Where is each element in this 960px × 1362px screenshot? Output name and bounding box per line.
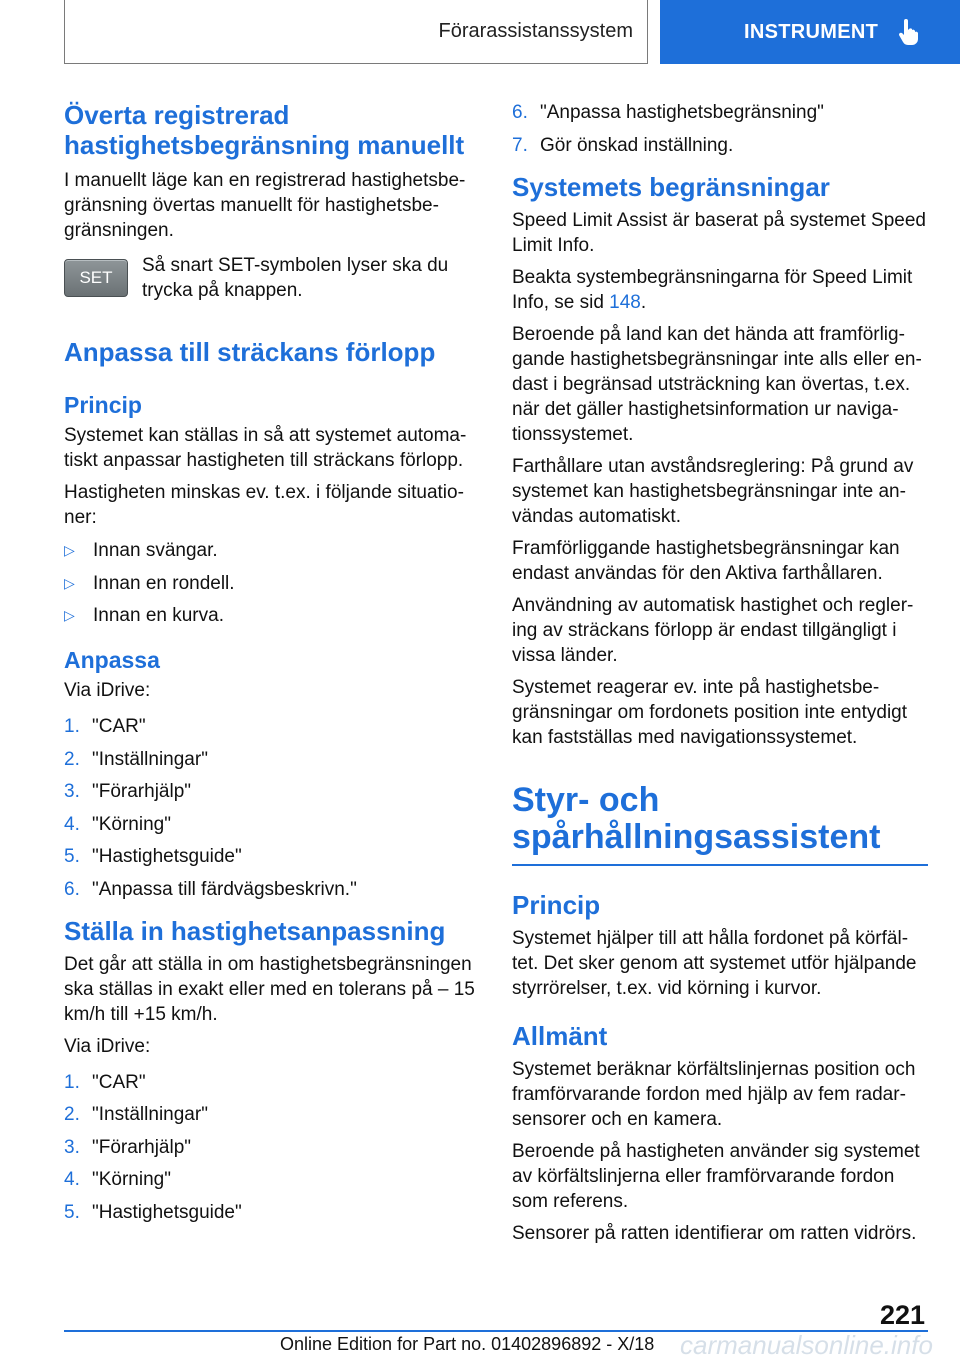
paragraph: Framförliggande hastighetsbegränsningar kan endast användas för den Aktiva farthållaren.	[512, 537, 900, 584]
steps-list-2	[64, 1070, 484, 1225]
triangle-bullet-icon: ▷	[64, 574, 75, 591]
paragraph: Systemet hjälper till att hålla fordonet på körfältet. Det sker genom att systemet utför hjälpande styrrörelser, t.ex. vid körning i kurvor.	[512, 927, 917, 999]
chapter-heading: Styr- och spårhållningsassistent	[512, 780, 881, 856]
paragraph-principle: Systemet kan ställas in så att systemet automatiskt anpassar hastigheten till sträckans förlopp.	[64, 425, 467, 471]
list-item: 6. "Anpassa till färdvägsbeskrivn."	[64, 878, 357, 900]
paragraph: Farthållare utan avståndsreglering: På grund av systemet kan hastighetsbegränsningar inte användas automatiskt.	[512, 455, 914, 527]
steps-list-1	[64, 714, 484, 902]
paragraph: Systemet beräknar körfältslinjernas position och framförvarande fordon med hjälp av fem radarsensorer och en kamera.	[512, 1058, 916, 1130]
footer-edition: Online Edition for Part no. 01402896892 - X/18	[280, 1334, 655, 1354]
list-item: 7. Gör önskad inställning.	[512, 134, 734, 156]
triangle-bullet-icon: ▷	[64, 542, 75, 558]
paragraph-set: Det går att ställa in om hastighetsbegränsningen ska ställas in exakt eller med en tolerans på – 15 km/h till +15 km/h.	[64, 953, 475, 1025]
steps-list-3	[512, 100, 928, 158]
watermark: carmanualsonline.info	[680, 1330, 933, 1360]
bullet-list	[64, 538, 484, 628]
subheading-general: Allmänt	[512, 1020, 608, 1051]
heading-set-adaptation: Ställa in hastighetsanpassning	[64, 915, 446, 946]
list-item: ▷ Innan en kurva.	[64, 605, 224, 626]
list-item: 1. "CAR"	[64, 1071, 146, 1093]
set-button-icon: SET	[64, 259, 128, 297]
heading-adapt: Anpassa till sträckans förlopp	[64, 337, 436, 367]
subheading-principle: Princip	[64, 392, 142, 418]
paragraph: Systemet reagerar ev. inte på hastighetsbegränsningar om fordonets position inte entydigt kan fastställas med navigationssystemet.	[512, 676, 908, 748]
chapter-tab[interactable]	[660, 0, 960, 64]
chapter-tab-label: INSTRUMENT	[744, 20, 879, 43]
heading-limits: Systemets begränsningar	[512, 171, 830, 202]
list-item: 6. "Anpassa hastighetsbegränsning"	[512, 102, 824, 123]
hand-pointer-icon	[898, 19, 920, 45]
list-item: 4. "Körning"	[64, 813, 171, 835]
list-item: ▷ Innan svängar.	[64, 540, 218, 561]
page-reference-link[interactable]: 148	[609, 291, 641, 313]
paragraph-override: I manuellt läge kan en registrerad hastighetsbegränsning övertas manuellt för hastighetsbegränsningen.	[64, 170, 466, 241]
triangle-bullet-icon: ▷	[64, 607, 75, 623]
list-item: 3. "Förarhjälp"	[64, 1136, 192, 1158]
list-item: 4. "Körning"	[64, 1169, 171, 1190]
page-number: 221	[880, 1300, 926, 1330]
left-column	[64, 100, 484, 1232]
paragraph: Beroende på land kan det hända att framförliggande hastighetsbegränsningar inte alls eller endast i begränsad utsträckning kan övertas, t.ex. när det gäller hastighetsinformation ur navigationssystemet.	[512, 323, 922, 445]
list-item: 2. "Inställningar"	[64, 1104, 208, 1125]
list-item: 5. "Hastighetsguide"	[64, 846, 242, 867]
via-idrive-label: Via iDrive:	[64, 1035, 151, 1057]
set-instruction	[64, 253, 484, 303]
list-item: 5. "Hastighetsguide"	[64, 1201, 242, 1223]
via-idrive-label: Via iDrive:	[64, 680, 151, 701]
section-title: Förarassistanssystem	[438, 20, 633, 42]
subheading-principle: Princip	[512, 889, 601, 920]
list-item: 2. "Inställningar"	[64, 748, 208, 770]
right-column	[512, 100, 928, 1246]
paragraph-reference: Beakta systembegränsningarna för Speed Limit Info, se sid 148.	[512, 266, 913, 313]
chapter-rule	[512, 864, 928, 866]
subheading-anpassa: Anpassa	[64, 647, 160, 673]
paragraph: Användning av automatisk hastighet och reglering av sträckans förlopp är endast tillgängligt i vissa länder.	[512, 594, 914, 666]
paragraph: Beroende på hastigheten använder sig systemet av körfältslinjerna eller framförvarande fordon som referens.	[512, 1140, 920, 1212]
list-item: 1. "CAR"	[64, 716, 146, 737]
paragraph: Speed Limit Assist är baserat på systemet Speed Limit Info.	[512, 209, 926, 256]
list-item: ▷ Innan en rondell.	[64, 572, 235, 594]
section-header	[64, 0, 648, 64]
set-instruction-text: Så snart SET-symbolen lyser ska du trycka på knappen.	[142, 255, 449, 301]
list-item: 3. "Förarhjälp"	[64, 781, 192, 802]
paragraph: Sensorer på ratten identifierar om ratten vidrörs.	[512, 1222, 917, 1244]
heading-override: Överta registrerad hastighetsbegränsning manuellt	[64, 100, 465, 160]
paragraph-reduce: Hastigheten minskas ev. t.ex. i följande situationer:	[64, 482, 464, 528]
